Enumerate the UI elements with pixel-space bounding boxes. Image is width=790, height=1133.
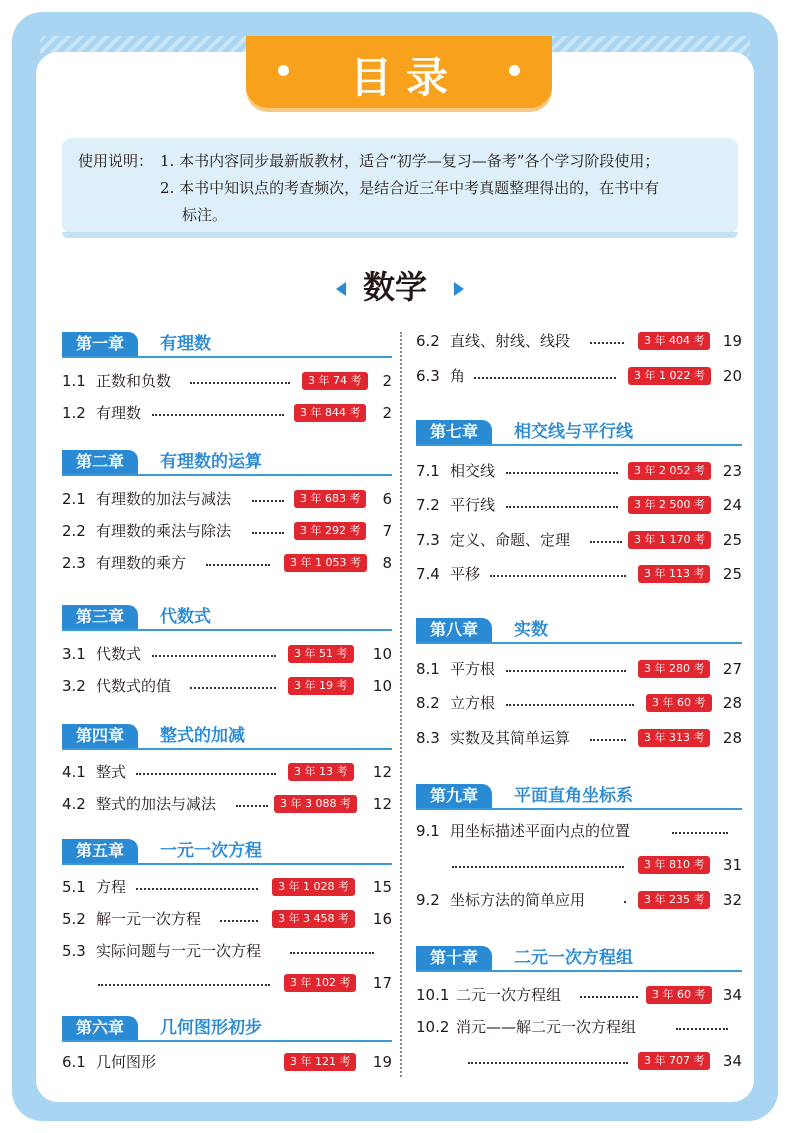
leader-dots bbox=[468, 1050, 628, 1064]
entry-number: 10.2 bbox=[416, 1018, 450, 1036]
toc-entry[interactable] bbox=[62, 643, 392, 665]
chapter-badge: 第四章 bbox=[62, 724, 138, 748]
toc-entry[interactable] bbox=[62, 876, 392, 898]
title-tab bbox=[246, 36, 552, 108]
frequency-badge: 3 年 19 考 bbox=[288, 677, 354, 695]
entry-name: 整式 bbox=[96, 763, 127, 781]
leader-dots bbox=[490, 563, 626, 577]
frequency-badge: 3 年 707 考 bbox=[638, 1052, 710, 1070]
title-dot-right bbox=[509, 65, 520, 76]
entry-number: 2.2 bbox=[62, 522, 86, 540]
page-number: 10 bbox=[372, 677, 392, 695]
page-number: 25 bbox=[722, 565, 742, 583]
page-number: 34 bbox=[722, 986, 742, 1004]
leader-dots bbox=[580, 984, 638, 998]
leader-dots bbox=[290, 940, 374, 954]
frequency-badge: 3 年 1 028 考 bbox=[272, 878, 355, 896]
frequency-badge: 3 年 51 考 bbox=[288, 645, 354, 663]
page-number: 28 bbox=[722, 729, 742, 747]
chapter-badge: 第九章 bbox=[416, 784, 492, 808]
page-number: 24 bbox=[722, 496, 742, 514]
toc-entry[interactable] bbox=[62, 488, 392, 510]
chapter-heading bbox=[416, 944, 742, 972]
entry-name: 立方根 bbox=[450, 694, 496, 712]
chapter-title: 相交线与平行线 bbox=[514, 422, 633, 442]
leader-dots bbox=[672, 820, 728, 834]
page-number: 8 bbox=[382, 554, 392, 572]
chapter-badge: 第十章 bbox=[416, 946, 492, 970]
entry-name: 方程 bbox=[96, 878, 127, 896]
chapter-heading bbox=[416, 782, 742, 810]
entry-name: 坐标方法的简单应用 bbox=[450, 891, 586, 909]
entry-name: 有理数 bbox=[96, 404, 142, 422]
frequency-badge: 3 年 683 考 bbox=[294, 490, 366, 508]
toc-entry-continued[interactable] bbox=[416, 854, 742, 876]
entry-number: 5.2 bbox=[62, 910, 86, 928]
entry-name: 正数和负数 bbox=[96, 372, 172, 390]
leader-dots bbox=[136, 761, 276, 775]
entry-number: 8.3 bbox=[416, 729, 440, 747]
toc-entry[interactable] bbox=[62, 675, 392, 697]
toc-entry[interactable] bbox=[416, 529, 742, 551]
entry-name: 代数式 bbox=[96, 645, 142, 663]
chapter-heading bbox=[62, 837, 392, 865]
toc-entry[interactable] bbox=[62, 793, 392, 815]
leader-dots bbox=[252, 520, 284, 534]
toc-entry[interactable] bbox=[62, 761, 392, 783]
chapter-badge: 第一章 bbox=[62, 332, 138, 356]
page-number: 19 bbox=[372, 1053, 392, 1071]
entry-name: 代数式的值 bbox=[96, 677, 172, 695]
toc-entry[interactable] bbox=[416, 727, 742, 749]
chapter-badge: 第三章 bbox=[62, 605, 138, 629]
toc-entry[interactable] bbox=[416, 1016, 742, 1038]
page-number: 6 bbox=[382, 490, 392, 508]
frequency-badge: 3 年 1 022 考 bbox=[628, 367, 711, 385]
usage-note-shadow bbox=[62, 232, 738, 238]
page-number: 15 bbox=[372, 878, 392, 896]
leader-dots bbox=[506, 460, 618, 474]
column-divider bbox=[400, 332, 402, 1077]
frequency-badge: 3 年 60 考 bbox=[646, 694, 712, 712]
entry-number: 7.2 bbox=[416, 496, 440, 514]
frequency-badge: 3 年 113 考 bbox=[638, 565, 710, 583]
entry-name: 平方根 bbox=[450, 660, 496, 678]
frequency-badge: 3 年 810 考 bbox=[638, 856, 710, 874]
frequency-badge: 3 年 121 考 bbox=[284, 1053, 356, 1071]
frequency-badge: 3 年 280 考 bbox=[638, 660, 710, 678]
toc-entry[interactable] bbox=[416, 563, 742, 585]
page-number: 16 bbox=[372, 910, 392, 928]
entry-number: 4.1 bbox=[62, 763, 86, 781]
entry-name: 有理数的加法与减法 bbox=[96, 490, 232, 508]
chapter-badge: 第八章 bbox=[416, 618, 492, 642]
entry-name: 二元一次方程组 bbox=[456, 986, 562, 1004]
leader-dots bbox=[590, 727, 626, 741]
page-number: 23 bbox=[722, 462, 742, 480]
frequency-badge: 3 年 74 考 bbox=[302, 372, 368, 390]
chapter-heading bbox=[62, 448, 392, 476]
entry-number: 9.2 bbox=[416, 891, 440, 909]
page-number: 32 bbox=[722, 891, 742, 909]
chapter-title: 一元一次方程 bbox=[160, 841, 262, 861]
frequency-badge: 3 年 313 考 bbox=[638, 729, 710, 747]
page-number: 27 bbox=[722, 660, 742, 678]
leader-dots bbox=[152, 402, 284, 416]
entry-number: 10.1 bbox=[416, 986, 450, 1004]
chapter-badge: 第五章 bbox=[62, 839, 138, 863]
toc-entry-continued[interactable] bbox=[416, 1050, 742, 1072]
toc-entry[interactable] bbox=[416, 460, 742, 482]
chapter-title: 整式的加减 bbox=[160, 726, 245, 746]
entry-name: 实际问题与一元一次方程 bbox=[96, 942, 262, 960]
usage-note-line-1: 1. 本书内容同步最新版教材，适合“初学—复习—备考”各个学习阶段使用； bbox=[160, 152, 660, 170]
chapter-heading bbox=[62, 722, 392, 750]
frequency-badge: 3 年 3 458 考 bbox=[272, 910, 355, 928]
chapter-title: 有理数 bbox=[160, 334, 211, 354]
entry-name: 直线、射线、线段 bbox=[450, 332, 571, 350]
page-number: 20 bbox=[722, 367, 742, 385]
chapter-badge: 第七章 bbox=[416, 420, 492, 444]
frequency-badge: 3 年 1 053 考 bbox=[284, 554, 367, 572]
frequency-badge: 3 年 844 考 bbox=[294, 404, 366, 422]
entry-number: 1.2 bbox=[62, 404, 86, 422]
triangle-right-icon bbox=[454, 282, 464, 296]
chapter-title: 代数式 bbox=[160, 607, 211, 627]
toc-entry[interactable] bbox=[416, 889, 742, 911]
chapter-title: 实数 bbox=[514, 620, 548, 640]
entry-number: 4.2 bbox=[62, 795, 86, 813]
entry-number: 3.1 bbox=[62, 645, 86, 663]
chapter-heading bbox=[416, 418, 742, 446]
frequency-badge: 3 年 13 考 bbox=[288, 763, 354, 781]
entry-name: 几何图形 bbox=[96, 1053, 157, 1071]
page-number: 17 bbox=[372, 974, 392, 992]
frequency-badge: 3 年 1 170 考 bbox=[628, 531, 711, 549]
page-number: 34 bbox=[722, 1052, 742, 1070]
entry-name: 整式的加法与减法 bbox=[96, 795, 217, 813]
leader-dots bbox=[98, 972, 270, 986]
leader-dots bbox=[624, 889, 626, 903]
page-number: 12 bbox=[372, 763, 392, 781]
leader-dots bbox=[590, 529, 622, 543]
frequency-badge: 3 年 235 考 bbox=[638, 891, 710, 909]
toc-entry[interactable] bbox=[62, 520, 392, 542]
toc-entry-continued[interactable] bbox=[62, 972, 392, 994]
toc-entry[interactable] bbox=[416, 494, 742, 516]
usage-note bbox=[62, 138, 738, 234]
entry-name: 用坐标描述平面内点的位置 bbox=[450, 822, 631, 840]
chapter-heading bbox=[416, 616, 742, 644]
entry-number: 3.2 bbox=[62, 677, 86, 695]
page-number: 10 bbox=[372, 645, 392, 663]
entry-name: 有理数的乘法与除法 bbox=[96, 522, 232, 540]
toc-entry[interactable] bbox=[416, 820, 742, 842]
chapter-badge: 第二章 bbox=[62, 450, 138, 474]
frequency-badge: 3 年 60 考 bbox=[646, 986, 712, 1004]
chapter-title: 有理数的运算 bbox=[160, 452, 262, 472]
usage-note-line-3: 标注。 bbox=[182, 206, 228, 224]
entry-name: 定义、命题、定理 bbox=[450, 531, 571, 549]
usage-note-label: 使用说明： bbox=[78, 152, 154, 170]
leader-dots bbox=[152, 643, 276, 657]
subject-title: 数学 bbox=[362, 268, 427, 306]
chapter-heading bbox=[62, 330, 392, 358]
leader-dots bbox=[190, 370, 290, 384]
entry-number: 7.3 bbox=[416, 531, 440, 549]
toc-entry[interactable] bbox=[62, 908, 392, 930]
leader-dots bbox=[206, 552, 270, 566]
entry-number: 2.3 bbox=[62, 554, 86, 572]
leader-dots bbox=[190, 675, 276, 689]
leader-dots bbox=[220, 908, 258, 922]
leader-dots bbox=[676, 1016, 728, 1030]
entry-name: 角 bbox=[450, 367, 466, 385]
frequency-badge: 3 年 2 052 考 bbox=[628, 462, 711, 480]
entry-name: 解一元一次方程 bbox=[96, 910, 202, 928]
frequency-badge: 3 年 102 考 bbox=[284, 974, 356, 992]
entry-number: 1.1 bbox=[62, 372, 86, 390]
page-number: 19 bbox=[722, 332, 742, 350]
page-number: 2 bbox=[382, 404, 392, 422]
usage-note-line-2: 2. 本书中知识点的考查频次，是结合近三年中考真题整理得出的，在书中有 bbox=[160, 179, 660, 197]
leader-dots bbox=[236, 793, 268, 807]
entry-number: 8.2 bbox=[416, 694, 440, 712]
chapter-title: 二元一次方程组 bbox=[514, 948, 633, 968]
frequency-badge: 3 年 404 考 bbox=[638, 332, 710, 350]
chapter-heading bbox=[62, 1014, 392, 1042]
entry-name: 消元——解二元一次方程组 bbox=[456, 1018, 637, 1036]
toc-entry[interactable] bbox=[416, 692, 742, 714]
entry-number: 6.1 bbox=[62, 1053, 86, 1071]
page-number: 28 bbox=[722, 694, 742, 712]
frequency-badge: 3 年 292 考 bbox=[294, 522, 366, 540]
entry-number: 2.1 bbox=[62, 490, 86, 508]
page-number: 2 bbox=[382, 372, 392, 390]
page-number: 25 bbox=[722, 531, 742, 549]
entry-number: 9.1 bbox=[416, 822, 440, 840]
chapter-title: 几何图形初步 bbox=[160, 1018, 262, 1038]
toc-entry[interactable] bbox=[416, 365, 742, 387]
toc-entry[interactable] bbox=[416, 658, 742, 680]
leader-dots bbox=[506, 658, 626, 672]
frequency-badge: 3 年 3 088 考 bbox=[274, 795, 357, 813]
entry-number: 6.2 bbox=[416, 332, 440, 350]
page-title: 目录 bbox=[349, 53, 462, 102]
chapter-heading bbox=[62, 603, 392, 631]
toc-entry[interactable] bbox=[416, 330, 742, 352]
entry-number: 7.4 bbox=[416, 565, 440, 583]
chapter-title: 平面直角坐标系 bbox=[514, 786, 633, 806]
leader-dots bbox=[506, 692, 634, 706]
entry-number: 7.1 bbox=[416, 462, 440, 480]
entry-name: 平移 bbox=[450, 565, 481, 583]
toc-entry[interactable] bbox=[62, 402, 392, 424]
toc-entry[interactable] bbox=[62, 940, 392, 962]
leader-dots bbox=[452, 854, 624, 868]
page-number: 31 bbox=[722, 856, 742, 874]
frequency-badge: 3 年 2 500 考 bbox=[628, 496, 711, 514]
entry-name: 有理数的乘方 bbox=[96, 554, 187, 572]
entry-number: 8.1 bbox=[416, 660, 440, 678]
leader-dots bbox=[252, 488, 284, 502]
page-number: 12 bbox=[372, 795, 392, 813]
entry-name: 相交线 bbox=[450, 462, 496, 480]
page-number: 7 bbox=[382, 522, 392, 540]
leader-dots bbox=[506, 494, 618, 508]
chapter-badge: 第六章 bbox=[62, 1016, 138, 1040]
entry-name: 平行线 bbox=[450, 496, 496, 514]
toc-entry[interactable] bbox=[62, 370, 392, 392]
entry-number: 5.3 bbox=[62, 942, 86, 960]
leader-dots bbox=[136, 876, 258, 890]
subject-heading bbox=[0, 262, 790, 308]
entry-number: 6.3 bbox=[416, 367, 440, 385]
entry-name: 实数及其简单运算 bbox=[450, 729, 571, 747]
toc-entry[interactable] bbox=[62, 1051, 392, 1073]
toc-entry[interactable] bbox=[62, 552, 392, 574]
leader-dots bbox=[474, 365, 616, 379]
leader-dots bbox=[590, 330, 624, 344]
toc-entry[interactable] bbox=[416, 984, 742, 1006]
entry-number: 5.1 bbox=[62, 878, 86, 896]
